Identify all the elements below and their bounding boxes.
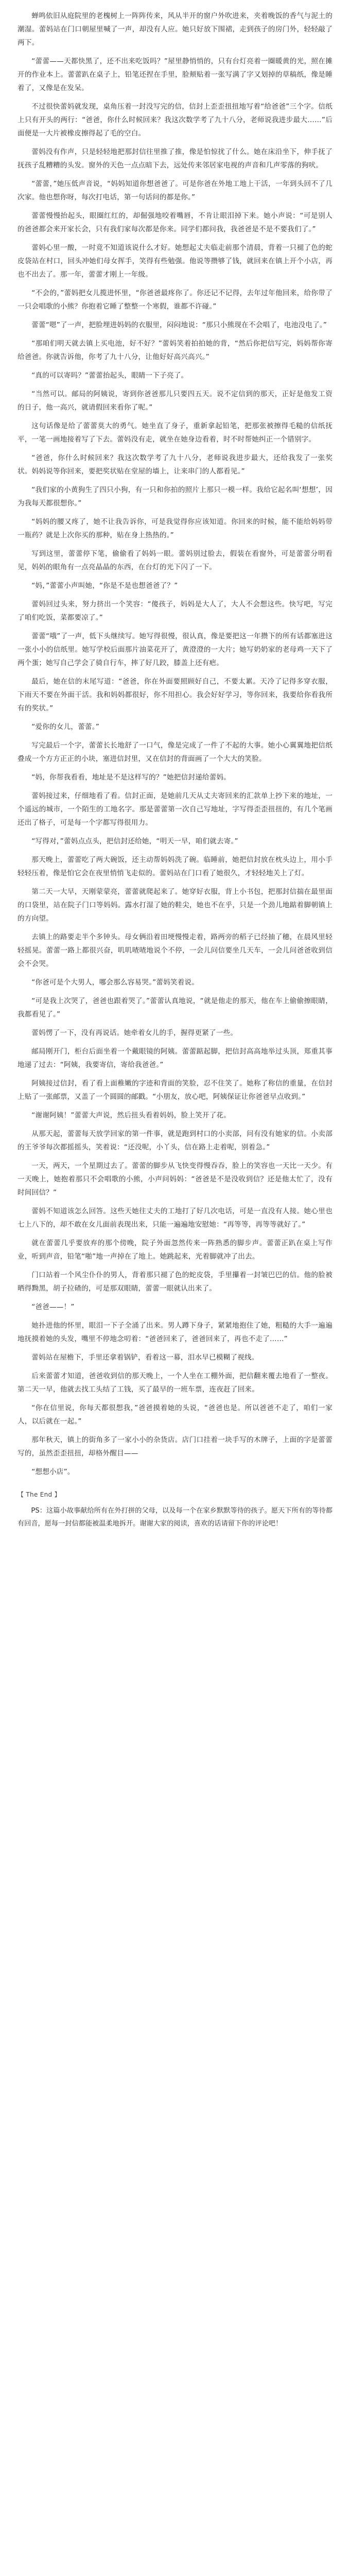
paragraph: 去镇上的路要走半个多钟头。母女俩沿着田埂慢慢走着，路两旁的稻子已经抽了穗，在晨风里轻轻摇晃。蕾蕾一路上都很兴奋，叽叽喳喳地说个不停，一会儿问信要坐几天车，一会儿问爸爸收到信会不会哭。 bbox=[18, 933, 332, 968]
paragraph: 一天，两天，一个星期过去了。蕾蕾的脚步从飞快变得慢吞吞，脸上的笑容也一天比一天少。有一天晚上，她抱着那只不会唱歌的小熊，小声问妈妈：“爸爸是不是没收到信？还是他太忙了，没有时间回信？” bbox=[18, 1162, 332, 1197]
paragraph: 蕾妈没有作声，只是轻轻地把那封信往里推了推，像是怕惊扰了什么。她在床沿坐下，伸手抚了抚孩子乱糟糟的头发。窗外的天色一点点暗下去，远处传来邻居家电视的声音和几声零落的狗吠。 bbox=[18, 148, 332, 170]
paragraph: 那天晚上，蕾蕾吃了两大碗饭，还主动帮妈妈洗了碗。临睡前，她把信封放在枕头边上，用小手轻轻压着，像是怕它会在夜里悄悄飞走似的。蕾妈站在门口看了她很久，才轻轻地关上了灯。 bbox=[18, 856, 332, 877]
paragraph: 第二天一大早，天刚蒙蒙亮，蕾蕾就爬起来了。她穿好衣服，背上小书包，把那封信揣在最里面的口袋里，站在院子门口等妈妈。露水打湿了她的鞋尖，她也不在乎，只是一个劲儿地踮着脚朝镇上的方向望。 bbox=[18, 888, 332, 923]
paragraph: “妈，”蕾蕾小声叫她，“你是不是也想爸爸了？” bbox=[31, 582, 178, 590]
paragraph: 后来蕾蕾才知道，爸爸收到信的那天晚上，一个人坐在工棚外面，把信翻来覆去地看了一整夜。第二天一早，他就去找工头结了工钱，买了最早的一班车票，连夜赶了回来。 bbox=[18, 1372, 332, 1394]
paragraph: “可是我上次哭了，爸爸也跟着哭了。”蕾蕾认真地说，“就是他走的那天，他在车上偷偷擦眼睛，我都看见了。” bbox=[18, 997, 332, 1019]
paragraph: 蕾蕾慢慢抬起头，眼圈红红的，却倔强地咬着嘴唇，不肯让眼泪掉下来。她小声说：“可是别人的爸爸都会来开家长会，只有我们家每次都是你来。同学们都问我，我爸爸是不是不要我们了。” bbox=[18, 212, 332, 233]
paragraph: 蕾妈接过来，仔细地看了看。信封正面，是她前几天从丈夫寄回来的汇款单上抄下来的地址，一个遥远的城市，一个陌生的工地名字。那是蕾蕾第一次自己写地址，字写得歪歪扭扭的，有几个笔画还出了格子，可是每一个字都写得很用力。 bbox=[18, 792, 332, 827]
paragraph: “真的可以寄吗？”蕾蕾抬起头，眼睛一下子亮了。 bbox=[31, 371, 188, 380]
end-divider: 【 The End 】 bbox=[18, 1491, 61, 1498]
paragraph: 蕾妈愣了一下，没有再说话。她牵着女儿的手，握得更紧了一些。 bbox=[31, 1029, 238, 1037]
paragraph: 蕾妈心里一酸，一时竟不知道该说什么才好。她想起丈夫临走前那个清晨，背着一只褪了色的蛇皮袋站在村口，回头冲她们母女挥手，笑得有些勉强。他说等攒够了钱，就回来在镇上开个小店，再也不出去了。那一年，蕾蕾才刚上一年级。 bbox=[18, 244, 332, 279]
paragraph: 门口站着一个风尘仆仆的男人，背着那只褪了色的蛇皮袋，手里攥着一封皱巴巴的信。他的脸被晒得黝黑，胡子拉碴的，可是那双眼睛，蕾蕾一眼就认出来了。 bbox=[18, 1271, 332, 1293]
paragraph: 写完最后一个字，蕾蕾长长地舒了一口气，像是完成了一件了不起的大事。她小心翼翼地把信纸叠成一个方方正正的小块，塞进信封里，又在信封的背面画了一个大大的笑脸。 bbox=[18, 741, 332, 763]
paragraph: “不会的，”蕾妈把女儿揽进怀里，“你爸爸最疼你了。你还记不记得，去年过年他回来，给你带了一只会唱歌的小熊？你抱着它睡了整整一个寒假，谁都不许碰。” bbox=[18, 289, 332, 311]
story-body bbox=[18, 9, 332, 1530]
paragraph: 阿姨接过信封，看了看上面稚嫩的字迹和背面的笑脸，忍不住笑了。她称了称信的重量，在信封上贴了一张邮票，又盖了一个圆圆的邮戳。“小朋友，放心吧，阿姨保证让你爸爸早点收到。” bbox=[18, 1079, 332, 1101]
postscript: PS：这篇小故事献给所有在外打拼的父母，以及每一个在家乡默默等待的孩子。愿天下所有的等待都有回音，愿每一封信都能被温柔地拆开。谢谢大家的阅读，喜欢的话请留下你的评论吧！ bbox=[18, 1507, 332, 1528]
paragraph: 蕾妈不知道该怎么回答。这些天她往丈夫的工地打了好几次电话，可是一直没有人接。她心里也七上八下的，却不敢在女儿面前表现出来，只能一遍遍地安慰她：“再等等，再等等就好了。” bbox=[18, 1207, 332, 1229]
paragraph: 不过很快蕾妈就发现，桌角压着一封没写完的信，信封上歪歪扭扭地写着“给爸爸”三个字。信纸上只有开头的两行：“爸爸，你什么时候回来？我这次数学考了九十八分，老师说我进步最大……”后面便是一大片被橡皮擦得起了毛的空白。 bbox=[18, 103, 332, 138]
paragraph: 从那天起，蕾蕾每天放学回家的第一件事，就是跑到村口的小卖部，问有没有她家的信。小卖部的王爷爷每次都摇摇头，笑着说：“还没呢，小丫头，信在路上走着呢，别着急。” bbox=[18, 1130, 332, 1151]
paragraph: 这句话像是给了蕾蕾莫大的勇气。她坐直了身子，重新拿起铅笔，把那张被擦得毛糙的信纸抚平，一笔一画地接着写了下去。蕾妈没有走，就坐在她身边看着，时不时帮她纠正一个错别字。 bbox=[18, 422, 332, 444]
paragraph: “当然可以。邮局的阿姨说，寄到你爸爸那儿只要四五天。说不定信到的那天，正好是他发工资的日子，他一高兴，就请假回来看你了呢。” bbox=[18, 390, 332, 412]
paragraph: “爸爸——！” bbox=[31, 1303, 75, 1311]
paragraph: 蕾蕾“哦”了一声，低下头继续写。她写得很慢，很认真，像是要把这一年攒下的所有话都塞进这一张小小的信纸里。她写学校后面那片油菜花开了，黄澄澄的一大片；她写奶奶家的老母鸡一天下了两个蛋；她写自己学会了骑自行车，摔了好几跤，膝盖上还有疤。 bbox=[18, 632, 332, 667]
paragraph: “蕾蕾——天都快黑了，还不出来吃饭吗？”屋里静悄悄的，只有台灯亮着一圈暖黄的光，照在摊开的作业本上。蕾蕾趴在桌子上，铅笔还捏在手里，脸颊贴着一张写满了字又划掉的草稿纸，像是睡着了，又像是在发呆。 bbox=[18, 57, 332, 92]
paragraph: “妈，你帮我看看，地址是不是这样写的？”她把信封递给蕾妈。 bbox=[31, 773, 231, 782]
paragraph: 蕾妈回过头来，努力挤出一个笑容：“傻孩子，妈妈是大人了，大人不会想这些。快写吧，写完了咱们吃饭，菜都要凉了。” bbox=[18, 600, 332, 622]
paragraph: “写得对，”蕾妈点点头，把信封还给她，“明天一早，咱们就去寄。” bbox=[31, 837, 238, 845]
paragraph: 蕾蕾“嗯”了一声，把脸埋进妈妈的衣服里，闷闷地说：“那只小熊现在不会唱了，电池没电了。” bbox=[31, 321, 327, 329]
paragraph: “谢谢阿姨！”蕾蕾大声说，然后扭头看着妈妈，脸上笑开了花。 bbox=[31, 1111, 231, 1120]
paragraph: “爱你的女儿，蕾蕾。” bbox=[31, 723, 100, 731]
paragraph: 邮局刚开门，柜台后面坐着一个戴眼镜的阿姨。蕾蕾踮起脚，把信封高高地举过头顶，郑重其事地递了过去：“阿姨，我要寄信，寄给我爸爸。” bbox=[18, 1047, 332, 1069]
paragraph: 蕾妈站在屋檐下，手里还拿着锅铲，看着这一幕，泪水早已模糊了视线。 bbox=[31, 1353, 259, 1362]
paragraph: “我们家的小黄狗生了四只小狗，有一只和你拍的照片上那只一模一样。我给它起名叫‘想想’，因为我每天都很想你。” bbox=[18, 486, 332, 507]
paragraph: “蕾蕾，”她压低声音说，“妈妈知道你想爸爸了。可是你爸在外地工地上干活，一年到头回不了几次家。他也想你呀，每次打电话，第一句话问的都是你。” bbox=[18, 180, 332, 201]
paragraph: 那年秋天，镇上的街角多了一家小小的杂货店。店门口挂着一块手写的木牌子，上面的字是蕾蕾写的，虽然歪歪扭扭，却格外醒目—— bbox=[18, 1436, 332, 1458]
paragraph: “你在信里说，你每天都很想我，”爸爸摸着她的头说，“爸爸也是。所以爸爸不走了，咱们一家人，以后就在一起。” bbox=[18, 1404, 332, 1426]
paragraph: 最后，她在信的末尾写道：“爸爸，你在外面要照顾好自己，不要太累。天冷了记得多穿衣服，下雨天不要在外面干活。我和妈妈都很好，你不用担心。我会好好学习，等你回来，我要给你看我所有的奖状。” bbox=[18, 677, 332, 713]
paragraph: 蝉鸣依旧从庭院里的老槐树上一阵阵传来，风从半开的窗户外吹进来，夹着晚饭的香气与泥土的潮湿。蕾妈站在门口朝屋里喊了一声，却没有人应。她只好放下围裙，走到孩子的房门外，轻轻敲了两下。 bbox=[18, 12, 332, 47]
paragraph: “爸爸，你什么时候回来？我这次数学考了九十八分，老师说我进步最大，还给我发了一张奖状。妈妈说等你回来，要把奖状贴在堂屋的墙上，让来串门的人都看见。” bbox=[18, 454, 332, 476]
paragraph: 写到这里，蕾蕾停下笔，偷偷看了妈妈一眼。蕾妈别过脸去，假装在看窗外，可是蕾蕾分明看见，妈妈的眼角有一点亮晶晶的东西，在台灯的光下闪了一下。 bbox=[18, 550, 332, 571]
paragraph: 就在蕾蕾几乎要放弃的那个傍晚，院子外面忽然传来一阵熟悉的脚步声。蕾蕾正趴在桌上写作业，听到声音，铅笔“啪”地一声掉在了地上。她跳起来，光着脚就冲了出去。 bbox=[18, 1239, 332, 1261]
paragraph: “你爸可是个大男人，哪会那么容易哭。”蕾妈笑着说。 bbox=[31, 978, 199, 987]
paragraph: “妈妈的腰又疼了，她不让我告诉你，可是我觉得你应该知道。你回来的时候，能不能给妈妈带一瓶药？就是上次你买的那种，贴在身上热热的。” bbox=[18, 518, 332, 539]
paragraph: “那咱们明天就去镇上买电池，好不好？”蕾妈笑着拍拍她的背，“然后你把信写完，妈妈帮你寄给爸爸。你就告诉他，你考了九十八分，让他好好高兴高兴。” bbox=[18, 340, 332, 361]
paragraph: 她扑进他的怀里，眼泪一下子全涌了出来。男人蹲下身子，紧紧地抱住了她，粗糙的大手一遍遍地抚摸着她的头发，嘴里不停地念叨着：“爸爸回来了，爸爸回来了，再也不走了……” bbox=[18, 1321, 332, 1343]
paragraph: “想想小店”。 bbox=[31, 1468, 75, 1476]
